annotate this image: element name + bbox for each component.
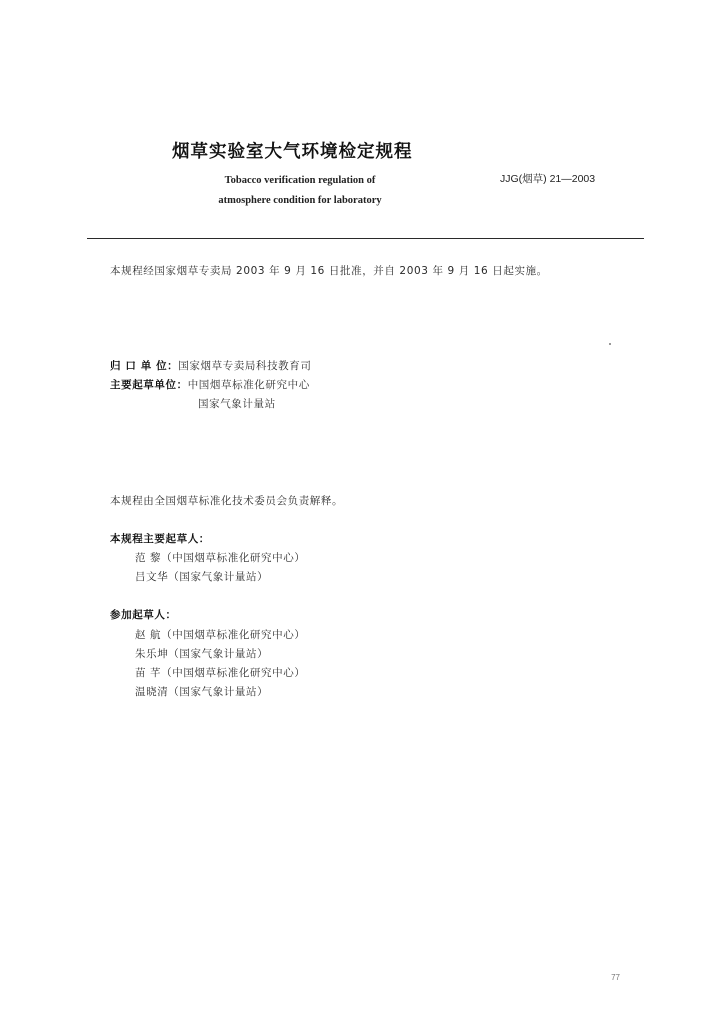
participating-drafters-label: 参加起草人： [110,609,177,621]
participating-drafter-item: 赵 航（中国烟草标准化研究中心） [135,629,306,641]
document-title-en [200,171,400,211]
drafting-unit-label: 主要起草单位： [110,379,188,391]
responsible-unit-row [110,358,311,373]
participating-drafter-item: 温晓清（国家气象计量站） [135,686,269,698]
document-code: JJG(烟草) 21—2003 [500,173,596,185]
drafting-unit-value-1: 中国烟草标准化研究中心 [187,379,310,391]
document-title-cn: 烟草实验室大气环境检定规程 [172,142,413,162]
participating-drafter-item: 朱乐坤（国家气象计量站） [135,648,269,660]
header-divider [87,238,644,239]
title-en-line-2: atmosphere condition for laboratory [218,195,382,206]
main-drafter-item: 范 黎（中国烟草标准化研究中心） [135,552,306,564]
drafting-unit-value-2: 国家气象计量站 [198,398,276,410]
responsible-unit-value: 国家烟草专卖局科技教育司 [178,360,312,372]
main-drafters-label: 本规程主要起草人： [110,533,210,545]
title-en-line-1: Tobacco verification regulation of [224,175,376,186]
responsible-unit-label: 归 口 单 位： [110,360,179,372]
interpretation-statement: 本规程由全国烟草标准化技术委员会负责解释。 [110,495,344,507]
participating-drafter-item: 苗 芊（中国烟草标准化研究中心） [135,667,306,679]
main-drafter-item: 吕文华（国家气象计量站） [135,571,269,583]
page-number: 77 [611,973,620,982]
approval-statement: 本规程经国家烟草专卖局 2003 年 9 月 16 日批准，并自 2003 年 9 月 16 日起实施。 [110,265,548,277]
drafting-unit-row [110,377,310,392]
scan-speck [609,343,611,345]
